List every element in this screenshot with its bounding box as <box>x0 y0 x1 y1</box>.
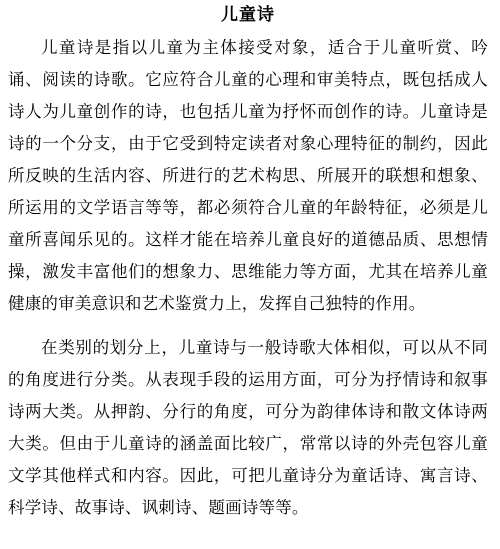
document-title: 儿童诗 <box>221 5 275 25</box>
paragraph-definition: 儿童诗是指以儿童为主体接受对象，适合于儿童听赏、吟诵、阅读的诗歌。它应符合儿童的心理和审美特点，既包括成人诗人为儿童创作的诗，也包括儿童为抒怀而创作的诗。儿童诗是诗的一个分支，由于它受到特定读者对象心理特征的制约，因此所反映的生活内容、所进行的艺术构思、所展开的联想和想象、所运用的文学语言等等，都必须符合儿童的年龄特征，必须是儿童所喜闻乐见的。这样才能在培养儿童良好的道德品质、思想情操，激发丰富他们的想象力、思维能力等方面，尤其在培养儿童健康的审美意识和艺术鉴赏力上，发挥自己独特的作用。 <box>8 38 488 313</box>
paragraph-classification: 在类别的划分上，儿童诗与一般诗歌大体相似，可以从不同的角度进行分类。从表现手段的运用方面，可分为抒情诗和叙事诗两大类。从押韵、分行的角度，可分为韵律体诗和散文体诗两大类。但由于儿童诗的涵盖面比较广，常常以诗的外壳包容儿童文学其他样式和内容。因此，可把儿童诗分为童话诗、寓言诗、科学诗、故事诗、讽刺诗、题画诗等等。 <box>8 338 488 517</box>
